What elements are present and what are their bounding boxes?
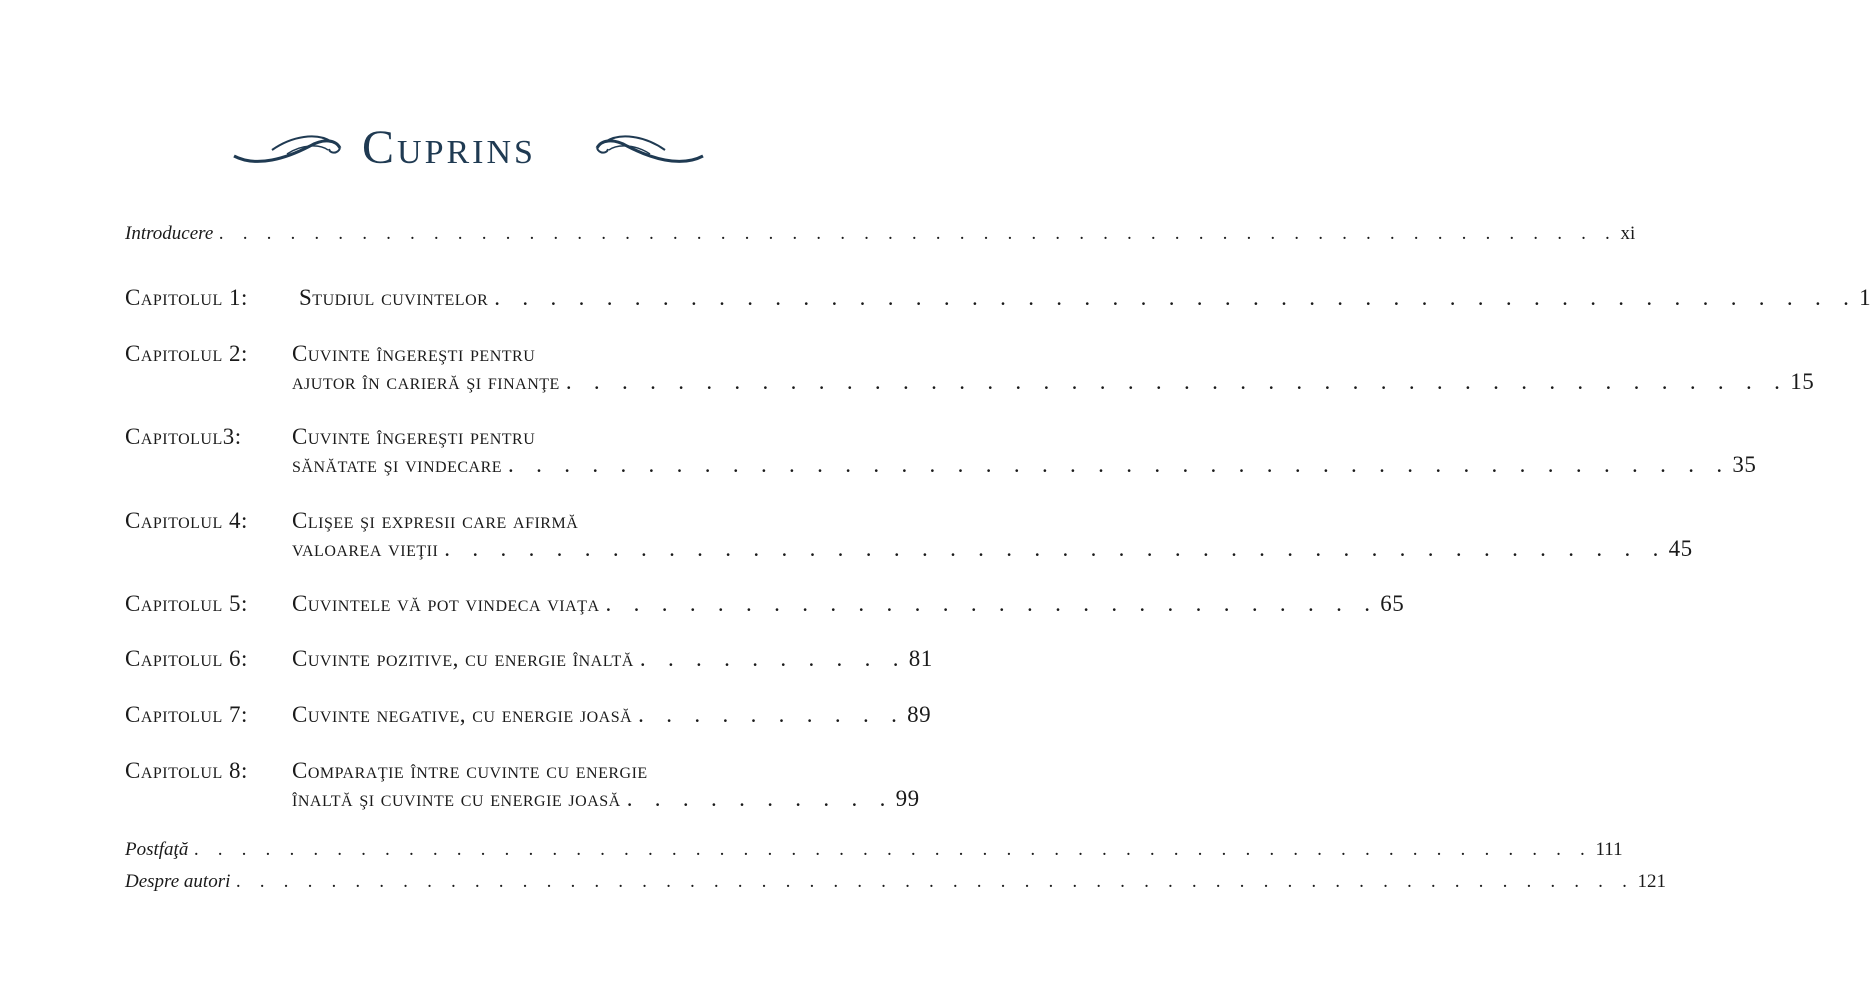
chapter-page: 89: [907, 702, 932, 727]
chapter-page: 65: [1380, 591, 1405, 616]
toc-entry-chapter-5[interactable]: Capitolul 5: Cuvintele vă pot vindeca viaţa . . . . . . . . . . . . . . . . . . . . . . . . . . . . 65: [125, 591, 1405, 616]
chapter-title: Cuvinte negative, cu energie joasă: [292, 702, 633, 727]
chapter-title-line2: valoarea vieţii: [292, 536, 439, 561]
chapter-title: Cuvinte îngereşti pentru: [292, 341, 536, 366]
chapter-label: Capitolul 1:: [125, 285, 248, 310]
toc-entry-title: Introducere: [125, 223, 214, 244]
chapter-label: Capitolul 2:: [125, 341, 248, 366]
chapter-title: Comparaţie între cuvinte cu energie: [292, 758, 648, 783]
toc-entry-page: 121: [1637, 871, 1667, 892]
chapter-title: Cuvinte pozitive, cu energie înaltă: [292, 646, 634, 671]
chapter-title-line2: ajutor în carieră şi finanţe: [292, 369, 560, 394]
toc-entry-chapter-3[interactable]: Capitolul3: Cuvinte îngereşti pentru sănătate şi vindecare . . . . . . . . . . . . . . . . . . . . . . . . . . . . . . . . . . . . . . . . . . . . 35: [125, 424, 1757, 477]
chapter-title: Cuvintele vă pot vindeca viaţa: [292, 591, 600, 616]
toc-entry-chapter-8[interactable]: Capitolul 8: Comparaţie între cuvinte cu energie înaltă şi cuvinte cu energie joasă . . . . . . . . . . 99: [125, 758, 920, 811]
toc-entry-despre-autori[interactable]: Despre autori . . . . . . . . . . . . . . . . . . . . . . . . . . . . . . . . . . . . . . . . . . . . . . . . . . . . . . . . . . . 121: [125, 871, 1667, 892]
chapter-page: 99: [895, 786, 920, 811]
chapter-title: Cuvinte îngereşti pentru: [292, 424, 536, 449]
chapter-page: 1: [1859, 285, 1871, 310]
toc-entry-page: 111: [1595, 839, 1623, 860]
flourish-left-icon: [232, 128, 344, 168]
chapter-title-line2: sănătate şi vindecare: [292, 452, 503, 477]
toc-entry-title: Postfaţă: [125, 839, 189, 860]
chapter-title: Clişee şi expresii care afirmă: [292, 508, 579, 533]
chapter-label: Capitolul3:: [125, 424, 242, 449]
chapter-label: Capitolul 6:: [125, 646, 248, 671]
chapter-label: Capitolul 8:: [125, 758, 248, 783]
heading: [0, 110, 917, 190]
chapter-label: Capitolul 4:: [125, 508, 248, 533]
toc-entry-page: xi: [1620, 223, 1636, 244]
chapter-label: Capitolul 7:: [125, 702, 248, 727]
chapter-page: 81: [908, 646, 933, 671]
toc-entry-postfata[interactable]: Postfaţă . . . . . . . . . . . . . . . . . . . . . . . . . . . . . . . . . . . . . . . . . . . . . . . . . . . . . . . . . . . 111: [125, 839, 1623, 860]
chapter-title-line2: înaltă şi cuvinte cu energie joasă: [292, 786, 621, 811]
toc-entry-introducere[interactable]: Introducere . . . . . . . . . . . . . . . . . . . . . . . . . . . . . . . . . . . . . . . . . . . . . . . . . . . . . . . . . . . xi: [125, 223, 1636, 244]
chapter-page: 45: [1668, 536, 1693, 561]
toc-entry-chapter-4[interactable]: Capitolul 4: Clişee şi expresii care afirmă valoarea vieţii . . . . . . . . . . . . . . . . . . . . . . . . . . . . . . . . . . . . . . . . . . . . 45: [125, 508, 1693, 561]
toc-entry-chapter-2[interactable]: Capitolul 2: Cuvinte îngereşti pentru ajutor în carieră şi finanţe . . . . . . . . . . . . . . . . . . . . . . . . . . . . . . . . . . . . . . . . . . . . 15: [125, 341, 1815, 394]
flourish-right-icon: [593, 128, 705, 168]
toc-entry-title: Despre autori: [125, 871, 231, 892]
toc-entry-chapter-1[interactable]: Capitolul 1: Studiul cuvintelor . . . . . . . . . . . . . . . . . . . . . . . . . . . . . . . . . . . . . . . . . . . . . . . . . 1: [125, 285, 1871, 310]
chapter-page: 35: [1732, 452, 1757, 477]
page-title: Cuprins: [362, 121, 536, 174]
toc-entry-chapter-6[interactable]: Capitolul 6: Cuvinte pozitive, cu energie înaltă . . . . . . . . . . 81: [125, 646, 933, 671]
chapter-title: Studiul cuvintelor: [299, 285, 489, 310]
toc-entry-chapter-7[interactable]: Capitolul 7: Cuvinte negative, cu energie joasă . . . . . . . . . . 89: [125, 702, 932, 727]
chapter-label: Capitolul 5:: [125, 591, 248, 616]
chapter-page: 15: [1790, 369, 1815, 394]
